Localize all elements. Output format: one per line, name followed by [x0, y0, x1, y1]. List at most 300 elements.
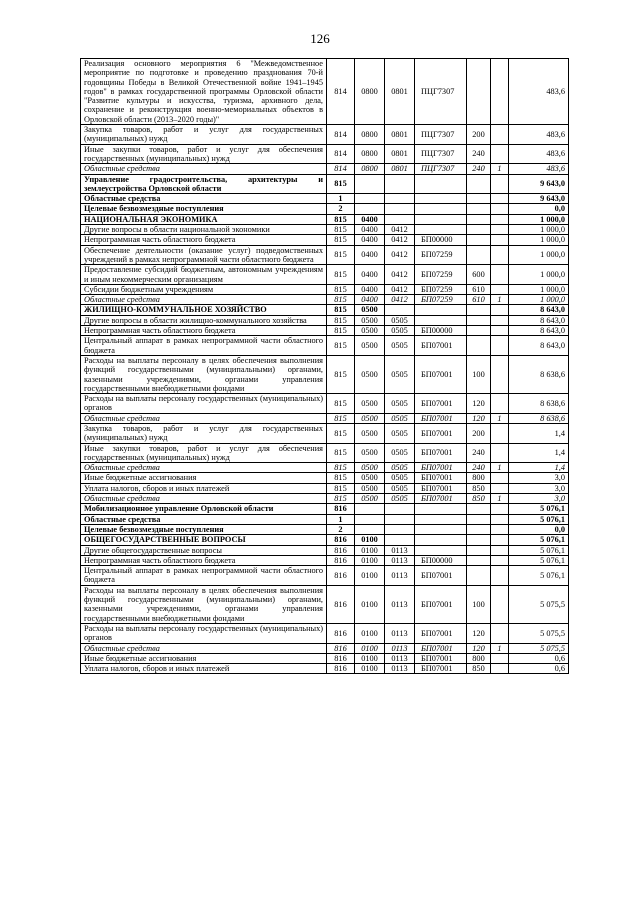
amount-cell: 5 076,1 [509, 535, 569, 545]
table-row [81, 473, 569, 483]
expense-type-cell: 120 [467, 623, 491, 643]
subsection-cell: 0505 [385, 355, 415, 393]
gov-code-cell: 815 [327, 225, 355, 235]
table-row [81, 326, 569, 336]
expense-type-cell [467, 504, 491, 514]
target-article-cell: ПЦГ7307 [415, 125, 467, 145]
section-cell: 0500 [355, 394, 385, 414]
gov-code-cell: 815 [327, 245, 355, 265]
section-cell: 0100 [355, 664, 385, 674]
gov-code-cell: 1 [327, 194, 355, 204]
amount-cell: 9 643,0 [509, 174, 569, 194]
amount-cell: 8 638,6 [509, 413, 569, 423]
name-cell: Областные средства [81, 164, 327, 174]
gov-code-cell: 815 [327, 423, 355, 443]
amount-cell: 5 076,1 [509, 555, 569, 565]
table-row [81, 504, 569, 514]
amount-cell: 3,0 [509, 473, 569, 483]
target-article-cell [415, 514, 467, 524]
subsection-cell [385, 524, 415, 534]
gov-code-cell: 815 [327, 305, 355, 315]
gov-code-cell: 815 [327, 235, 355, 245]
gov-code-cell: 814 [327, 125, 355, 145]
section-cell: 0500 [355, 443, 385, 463]
subsection-cell: 0412 [385, 295, 415, 305]
name-cell: Областные средства [81, 643, 327, 653]
table-row [81, 214, 569, 224]
target-article-cell: БП00000 [415, 555, 467, 565]
amount-cell: 1,4 [509, 423, 569, 443]
gov-code-cell: 1 [327, 514, 355, 524]
amount-cell: 8 643,0 [509, 305, 569, 315]
fund-source-cell [491, 225, 509, 235]
fund-source-cell [491, 535, 509, 545]
expense-type-cell: 100 [467, 585, 491, 623]
target-article-cell: БП07001 [415, 463, 467, 473]
name-cell: Расходы на выплаты персоналу в целях обеспечения выполнения функций государственными (муниципальными) органами, казенными учреждениями, органами управления государственными внебюджетными фондами [81, 585, 327, 623]
amount-cell: 8 638,6 [509, 394, 569, 414]
subsection-cell: 0113 [385, 585, 415, 623]
name-cell: Областные средства [81, 295, 327, 305]
amount-cell: 1,4 [509, 463, 569, 473]
expense-type-cell: 240 [467, 463, 491, 473]
fund-source-cell [491, 623, 509, 643]
gov-code-cell: 816 [327, 535, 355, 545]
name-cell: Центральный аппарат в рамках непрограммной части областного бюджета [81, 336, 327, 356]
amount-cell: 5 076,1 [509, 566, 569, 586]
budget-table [80, 58, 569, 674]
gov-code-cell: 815 [327, 174, 355, 194]
expense-type-cell: 240 [467, 144, 491, 164]
amount-cell: 5 075,5 [509, 623, 569, 643]
amount-cell: 1 000,0 [509, 295, 569, 305]
table-row [81, 336, 569, 356]
fund-source-cell [491, 545, 509, 555]
gov-code-cell: 816 [327, 566, 355, 586]
subsection-cell: 0113 [385, 664, 415, 674]
target-article-cell: БП07001 [415, 623, 467, 643]
target-article-cell: ПЦГ7307 [415, 59, 467, 125]
fund-source-cell [491, 235, 509, 245]
table-row [81, 585, 569, 623]
gov-code-cell: 815 [327, 336, 355, 356]
gov-code-cell: 816 [327, 643, 355, 653]
expense-type-cell: 610 [467, 284, 491, 294]
table-row [81, 194, 569, 204]
name-cell: Иные закупки товаров, работ и услуг для обеспечения государственных (муниципальных) нужд [81, 443, 327, 463]
expense-type-cell: 800 [467, 473, 491, 483]
gov-code-cell: 815 [327, 473, 355, 483]
table-row [81, 245, 569, 265]
table-row [81, 545, 569, 555]
expense-type-cell [467, 326, 491, 336]
section-cell: 0400 [355, 265, 385, 285]
expense-type-cell: 200 [467, 423, 491, 443]
subsection-cell: 0801 [385, 125, 415, 145]
target-article-cell [415, 305, 467, 315]
expense-type-cell [467, 245, 491, 265]
amount-cell: 1 000,0 [509, 245, 569, 265]
expense-type-cell: 800 [467, 653, 491, 663]
table-row [81, 394, 569, 414]
target-article-cell: БП07001 [415, 566, 467, 586]
target-article-cell [415, 504, 467, 514]
gov-code-cell: 815 [327, 355, 355, 393]
name-cell: Обеспечение деятельности (оказание услуг) подведомственных учреждений в рамках непрограммной части областного бюджета [81, 245, 327, 265]
expense-type-cell [467, 566, 491, 586]
section-cell: 0500 [355, 413, 385, 423]
name-cell: НАЦИОНАЛЬНАЯ ЭКОНОМИКА [81, 214, 327, 224]
target-article-cell: ПЦГ7307 [415, 144, 467, 164]
amount-cell: 0,6 [509, 653, 569, 663]
fund-source-cell [491, 336, 509, 356]
subsection-cell: 0505 [385, 315, 415, 325]
fund-source-cell [491, 174, 509, 194]
target-article-cell: БП07001 [415, 413, 467, 423]
target-article-cell [415, 214, 467, 224]
amount-cell: 1,4 [509, 443, 569, 463]
gov-code-cell: 2 [327, 524, 355, 534]
table-row [81, 463, 569, 473]
section-cell: 0500 [355, 336, 385, 356]
fund-source-cell [491, 355, 509, 393]
gov-code-cell: 816 [327, 504, 355, 514]
table-row [81, 524, 569, 534]
section-cell: 0100 [355, 653, 385, 663]
target-article-cell [415, 524, 467, 534]
name-cell: Областные средства [81, 194, 327, 204]
table-row [81, 566, 569, 586]
target-article-cell [415, 225, 467, 235]
fund-source-cell [491, 504, 509, 514]
target-article-cell: БП07001 [415, 336, 467, 356]
table-row [81, 555, 569, 565]
fund-source-cell [491, 555, 509, 565]
section-cell [355, 514, 385, 524]
subsection-cell: 0505 [385, 473, 415, 483]
section-cell: 0500 [355, 315, 385, 325]
subsection-cell: 0113 [385, 555, 415, 565]
fund-source-cell [491, 326, 509, 336]
name-cell: Другие вопросы в области жилищно-коммунального хозяйства [81, 315, 327, 325]
gov-code-cell: 815 [327, 326, 355, 336]
name-cell: Реализация основного мероприятия 6 "Межведомственное мероприятие по подготовке и проведению празднования 70-й годовщины Победы в Великой Отечественной войне 1941–1945 годов" в рамках государственной программы Орловской области "Развитие культуры и искусства, туризма, архивного дела, сохранение и реконструкция военно-мемориальных объектов в Орловской области (2013–2020 годы)" [81, 59, 327, 125]
amount-cell: 5 076,1 [509, 504, 569, 514]
table-row [81, 305, 569, 315]
expense-type-cell: 120 [467, 643, 491, 653]
section-cell: 0800 [355, 144, 385, 164]
expense-type-cell: 200 [467, 125, 491, 145]
name-cell: Целевые безвозмездные поступления [81, 204, 327, 214]
table-row [81, 125, 569, 145]
target-article-cell: БП07001 [415, 473, 467, 483]
name-cell: Центральный аппарат в рамках непрограммной части областного бюджета [81, 566, 327, 586]
fund-source-cell [491, 194, 509, 204]
amount-cell: 0,0 [509, 204, 569, 214]
fund-source-cell [491, 265, 509, 285]
name-cell: Непрограммная часть областного бюджета [81, 235, 327, 245]
expense-type-cell: 240 [467, 443, 491, 463]
section-cell: 0500 [355, 473, 385, 483]
fund-source-cell [491, 315, 509, 325]
gov-code-cell: 816 [327, 653, 355, 663]
fund-source-cell: 1 [491, 164, 509, 174]
section-cell: 0800 [355, 125, 385, 145]
name-cell: Мобилизационное управление Орловской области [81, 504, 327, 514]
subsection-cell: 0505 [385, 423, 415, 443]
table-row [81, 295, 569, 305]
expense-type-cell: 850 [467, 483, 491, 493]
gov-code-cell: 815 [327, 463, 355, 473]
target-article-cell: БП07001 [415, 643, 467, 653]
amount-cell: 8 643,0 [509, 336, 569, 356]
name-cell: Предоставление субсидий бюджетным, автономным учреждениям и иным некоммерческим организациям [81, 265, 327, 285]
expense-type-cell [467, 315, 491, 325]
subsection-cell: 0505 [385, 326, 415, 336]
fund-source-cell [491, 514, 509, 524]
section-cell: 0400 [355, 245, 385, 265]
gov-code-cell: 815 [327, 394, 355, 414]
table-row [81, 514, 569, 524]
subsection-cell [385, 174, 415, 194]
fund-source-cell [491, 245, 509, 265]
name-cell: Непрограммная часть областного бюджета [81, 555, 327, 565]
name-cell: Областные средства [81, 514, 327, 524]
expense-type-cell [467, 214, 491, 224]
section-cell: 0100 [355, 623, 385, 643]
fund-source-cell [491, 473, 509, 483]
amount-cell: 1 000,0 [509, 214, 569, 224]
fund-source-cell [491, 524, 509, 534]
gov-code-cell: 815 [327, 284, 355, 294]
gov-code-cell: 815 [327, 413, 355, 423]
expense-type-cell [467, 305, 491, 315]
section-cell: 0500 [355, 463, 385, 473]
expense-type-cell [467, 336, 491, 356]
target-article-cell: БП00000 [415, 235, 467, 245]
subsection-cell: 0412 [385, 265, 415, 285]
fund-source-cell [491, 144, 509, 164]
expense-type-cell: 120 [467, 413, 491, 423]
fund-source-cell [491, 204, 509, 214]
name-cell: ОБЩЕГОСУДАРСТВЕННЫЕ ВОПРОСЫ [81, 535, 327, 545]
expense-type-cell [467, 524, 491, 534]
expense-type-cell: 100 [467, 355, 491, 393]
subsection-cell: 0505 [385, 443, 415, 463]
name-cell: Закупка товаров, работ и услуг для государственных (муниципальных) нужд [81, 125, 327, 145]
subsection-cell: 0801 [385, 164, 415, 174]
target-article-cell: БП07001 [415, 585, 467, 623]
subsection-cell: 0505 [385, 336, 415, 356]
amount-cell: 0,0 [509, 524, 569, 534]
gov-code-cell: 815 [327, 214, 355, 224]
expense-type-cell: 120 [467, 394, 491, 414]
target-article-cell: БП07259 [415, 265, 467, 285]
target-article-cell: БП07259 [415, 295, 467, 305]
target-article-cell [415, 174, 467, 194]
subsection-cell [385, 305, 415, 315]
table-row [81, 443, 569, 463]
name-cell: Расходы на выплаты персоналу государственных (муниципальных) органов [81, 623, 327, 643]
name-cell: Уплата налогов, сборов и иных платежей [81, 664, 327, 674]
table-row [81, 204, 569, 214]
section-cell: 0100 [355, 643, 385, 653]
table-row [81, 423, 569, 443]
table-row [81, 265, 569, 285]
subsection-cell: 0505 [385, 483, 415, 493]
fund-source-cell [491, 394, 509, 414]
target-article-cell [415, 545, 467, 555]
subsection-cell: 0113 [385, 566, 415, 586]
gov-code-cell: 816 [327, 585, 355, 623]
table-row [81, 664, 569, 674]
name-cell: Управление градостроительства, архитектуры и землеустройства Орловской области [81, 174, 327, 194]
subsection-cell: 0113 [385, 643, 415, 653]
subsection-cell [385, 214, 415, 224]
subsection-cell: 0113 [385, 653, 415, 663]
expense-type-cell [467, 235, 491, 245]
subsection-cell: 0505 [385, 494, 415, 504]
gov-code-cell: 816 [327, 623, 355, 643]
gov-code-cell: 816 [327, 664, 355, 674]
table-row [81, 535, 569, 545]
fund-source-cell [491, 443, 509, 463]
gov-code-cell: 816 [327, 555, 355, 565]
section-cell [355, 504, 385, 514]
gov-code-cell: 815 [327, 483, 355, 493]
gov-code-cell: 815 [327, 315, 355, 325]
table-row [81, 494, 569, 504]
gov-code-cell: 814 [327, 164, 355, 174]
name-cell: Расходы на выплаты персоналу государственных (муниципальных) органов [81, 394, 327, 414]
section-cell: 0500 [355, 494, 385, 504]
subsection-cell: 0505 [385, 413, 415, 423]
subsection-cell: 0412 [385, 245, 415, 265]
subsection-cell: 0412 [385, 235, 415, 245]
fund-source-cell: 1 [491, 463, 509, 473]
name-cell: Целевые безвозмездные поступления [81, 524, 327, 534]
section-cell: 0400 [355, 295, 385, 305]
section-cell: 0100 [355, 566, 385, 586]
table-row [81, 315, 569, 325]
target-article-cell: ПЦГ7307 [415, 164, 467, 174]
table-row [81, 59, 569, 125]
target-article-cell: БП07259 [415, 245, 467, 265]
expense-type-cell: 610 [467, 295, 491, 305]
fund-source-cell [491, 59, 509, 125]
subsection-cell [385, 204, 415, 214]
name-cell: Иные бюджетные ассигнования [81, 653, 327, 663]
table-row [81, 235, 569, 245]
fund-source-cell [491, 664, 509, 674]
amount-cell: 8 643,0 [509, 315, 569, 325]
section-cell: 0500 [355, 305, 385, 315]
table-row [81, 483, 569, 493]
target-article-cell: БП07001 [415, 653, 467, 663]
amount-cell: 5 076,1 [509, 545, 569, 555]
expense-type-cell: 240 [467, 164, 491, 174]
amount-cell: 1 000,0 [509, 225, 569, 235]
expense-type-cell: 600 [467, 265, 491, 285]
section-cell: 0500 [355, 326, 385, 336]
target-article-cell: БП07001 [415, 494, 467, 504]
name-cell: Субсидии бюджетным учреждениям [81, 284, 327, 294]
expense-type-cell [467, 194, 491, 204]
section-cell: 0500 [355, 423, 385, 443]
target-article-cell: БП00000 [415, 326, 467, 336]
subsection-cell [385, 514, 415, 524]
section-cell: 0800 [355, 59, 385, 125]
subsection-cell [385, 194, 415, 204]
amount-cell: 483,6 [509, 164, 569, 174]
amount-cell: 8 643,0 [509, 326, 569, 336]
expense-type-cell: 850 [467, 494, 491, 504]
subsection-cell: 0113 [385, 545, 415, 555]
amount-cell: 5 076,1 [509, 514, 569, 524]
subsection-cell: 0113 [385, 623, 415, 643]
target-article-cell [415, 194, 467, 204]
expense-type-cell [467, 204, 491, 214]
amount-cell: 1 000,0 [509, 265, 569, 285]
amount-cell: 483,6 [509, 59, 569, 125]
subsection-cell: 0505 [385, 394, 415, 414]
amount-cell: 1 000,0 [509, 284, 569, 294]
table-row [81, 174, 569, 194]
name-cell: Непрограммная часть областного бюджета [81, 326, 327, 336]
section-cell: 0800 [355, 164, 385, 174]
gov-code-cell: 814 [327, 59, 355, 125]
name-cell: Иные закупки товаров, работ и услуг для обеспечения государственных (муниципальных) нужд [81, 144, 327, 164]
section-cell [355, 194, 385, 204]
gov-code-cell: 2 [327, 204, 355, 214]
expense-type-cell [467, 59, 491, 125]
section-cell: 0100 [355, 545, 385, 555]
section-cell: 0500 [355, 355, 385, 393]
table-row [81, 643, 569, 653]
target-article-cell: БП07001 [415, 443, 467, 463]
expense-type-cell [467, 545, 491, 555]
amount-cell: 8 638,6 [509, 355, 569, 393]
amount-cell: 483,6 [509, 125, 569, 145]
target-article-cell [415, 535, 467, 545]
amount-cell: 5 075,5 [509, 643, 569, 653]
expense-type-cell [467, 174, 491, 194]
fund-source-cell [491, 284, 509, 294]
fund-source-cell [491, 423, 509, 443]
target-article-cell: БП07001 [415, 423, 467, 443]
amount-cell: 9 643,0 [509, 194, 569, 204]
target-article-cell: БП07001 [415, 394, 467, 414]
target-article-cell [415, 315, 467, 325]
section-cell: 0400 [355, 225, 385, 235]
fund-source-cell [491, 585, 509, 623]
gov-code-cell: 816 [327, 545, 355, 555]
name-cell: Другие общегосударственные вопросы [81, 545, 327, 555]
fund-source-cell [491, 125, 509, 145]
name-cell: Уплата налогов, сборов и иных платежей [81, 483, 327, 493]
table-row [81, 355, 569, 393]
section-cell: 0400 [355, 214, 385, 224]
table-row [81, 284, 569, 294]
fund-source-cell [491, 483, 509, 493]
name-cell: Закупка товаров, работ и услуг для государственных (муниципальных) нужд [81, 423, 327, 443]
gov-code-cell: 815 [327, 494, 355, 504]
table-row [81, 144, 569, 164]
section-cell: 0400 [355, 284, 385, 294]
section-cell: 0400 [355, 235, 385, 245]
subsection-cell: 0505 [385, 463, 415, 473]
fund-source-cell [491, 653, 509, 663]
